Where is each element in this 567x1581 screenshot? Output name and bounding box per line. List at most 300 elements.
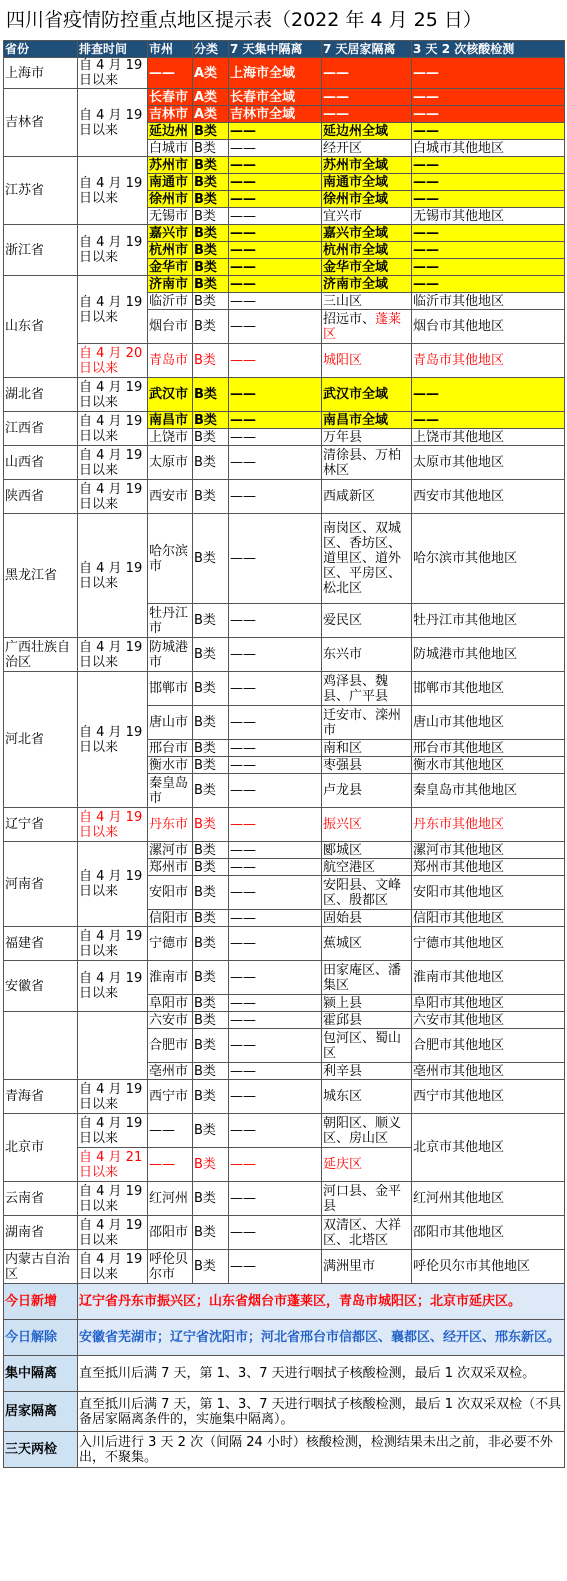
test-cell: 邢台市其他地区 [412,740,565,757]
central-quarantine-cell: —— [229,706,322,740]
time-cell: 自 4 月 19 日以来 [78,808,148,842]
city-cell: 宁德市 [148,927,193,961]
city-cell: 邯郸市 [148,672,193,706]
table-body [4,58,565,1284]
city-cell: 杭州市 [148,242,193,259]
test-cell: 烟台市其他地区 [412,310,565,344]
home-quarantine-cell: 城阳区 [322,344,412,378]
test-cell: 哈尔滨市其他地区 [412,514,565,604]
central-quarantine-cell: —— [229,242,322,259]
province-cell: 湖南省 [4,1216,78,1250]
home-quarantine-cell: 固始县 [322,910,412,927]
table-row [4,514,565,604]
city-cell: 郑州市 [148,859,193,876]
central-quarantine-cell: —— [229,276,322,293]
home-quarantine-cell: 延庆区 [322,1148,412,1182]
central-quarantine-cell: —— [229,1063,322,1080]
central-quarantine-cell: —— [229,859,322,876]
time-cell: 自 4 月 19 日以来 [78,1182,148,1216]
home-quarantine-cell: 蕉城区 [322,927,412,961]
region-table [3,40,565,1468]
test-cell: 牡丹江市其他地区 [412,604,565,638]
province-cell: 内蒙古自治区 [4,1250,78,1284]
city-cell: 西宁市 [148,1080,193,1114]
footer-row [4,1392,565,1432]
table-row [4,927,565,961]
class-cell: B类 [193,1080,229,1114]
central-quarantine-cell: —— [229,191,322,208]
home-quarantine-cell: 嘉兴市全域 [322,225,412,242]
central-quarantine-cell: —— [229,1250,322,1284]
province-cell: 云南省 [4,1182,78,1216]
test-cell: 淮南市其他地区 [412,961,565,995]
city-cell: 嘉兴市 [148,225,193,242]
footer-label: 今日解除 [4,1320,78,1356]
class-cell: A类 [193,89,229,106]
test-cell: 防城港市其他地区 [412,638,565,672]
province-cell: 江西省 [4,412,78,446]
time-cell: 自 4 月 19 日以来 [78,276,148,344]
header-test: 3 天 2 次核酸检测 [412,41,565,58]
time-cell: 自 4 月 19 日以来 [78,842,148,927]
page-title: 四川省疫情防控重点地区提示表（2022 年 4 月 25 日） [6,9,482,31]
table-row [4,344,565,378]
class-cell: B类 [193,514,229,604]
home-quarantine-cell: 济南市全域 [322,276,412,293]
test-cell: —— [412,276,565,293]
test-cell: —— [412,58,565,89]
test-cell: 丹东市其他地区 [412,808,565,842]
class-cell: B类 [193,757,229,774]
test-cell: 郑州市其他地区 [412,859,565,876]
test-cell: 合肥市其他地区 [412,1029,565,1063]
footer-row [4,1284,565,1320]
class-cell: B类 [193,740,229,757]
time-cell: 自 4 月 19 日以来 [78,225,148,276]
city-cell: 金华市 [148,259,193,276]
central-quarantine-cell: —— [229,259,322,276]
city-cell: 武汉市 [148,378,193,412]
footer-text: 直至抵川后满 7 天，第 1、3、7 天进行咽拭子核酸检测，最后 1 次双采双检。 [78,1356,565,1392]
city-cell: 西安市 [148,480,193,514]
province-cell: 辽宁省 [4,808,78,842]
city-cell: 南通市 [148,174,193,191]
test-cell: 邯郸市其他地区 [412,672,565,706]
class-cell: B类 [193,480,229,514]
central-quarantine-cell: —— [229,1080,322,1114]
home-quarantine-cell: 杭州市全域 [322,242,412,259]
time-cell: 自 4 月 19 日以来 [78,961,148,1012]
class-cell: B类 [193,1114,229,1148]
class-cell: B类 [193,808,229,842]
home-quarantine-cell: 包河区、蜀山区 [322,1029,412,1063]
test-cell: 白城市其他地区 [412,140,565,157]
class-cell: B类 [193,412,229,429]
test-cell: —— [412,412,565,429]
footer-label: 集中隔离 [4,1356,78,1392]
class-cell: B类 [193,276,229,293]
central-quarantine-cell: —— [229,480,322,514]
test-cell: 太原市其他地区 [412,446,565,480]
province-cell: 福建省 [4,927,78,961]
city-cell: 上饶市 [148,429,193,446]
test-cell: 北京市其他地区 [412,1114,565,1182]
city-cell: 太原市 [148,446,193,480]
city-cell: 唐山市 [148,706,193,740]
table-footer [4,1284,565,1468]
city-cell: 无锡市 [148,208,193,225]
test-cell: —— [412,259,565,276]
class-cell: B类 [193,1148,229,1182]
footer-text: 安徽省芜湖市；辽宁省沈阳市；河北省邢台市信都区、襄都区、经开区、邢东新区。 [78,1320,565,1356]
home-quarantine-cell: 南岗区、双城区、香坊区、道里区、道外区、平房区、松北区 [322,514,412,604]
table-row [4,1080,565,1114]
table-row [4,1182,565,1216]
province-cell: 湖北省 [4,378,78,412]
class-cell: B类 [193,259,229,276]
test-cell: 青岛市其他地区 [412,344,565,378]
time-cell: 自 4 月 19 日以来 [78,638,148,672]
city-cell: 信阳市 [148,910,193,927]
city-cell: 吉林市 [148,106,193,123]
class-cell: B类 [193,961,229,995]
class-cell: B类 [193,225,229,242]
city-cell: —— [148,1114,193,1148]
home-quarantine-cell: 三山区 [322,293,412,310]
central-quarantine-cell: —— [229,1182,322,1216]
central-quarantine-cell: —— [229,808,322,842]
header-class: 分类 [193,41,229,58]
province-cell: 河南省 [4,842,78,927]
class-cell: B类 [193,910,229,927]
test-cell: 无锡市其他地区 [412,208,565,225]
home-quarantine-cell: 东兴市 [322,638,412,672]
central-quarantine-cell: —— [229,672,322,706]
home-text-new: 蓬莱区 [323,311,402,342]
test-cell: —— [412,225,565,242]
test-cell: —— [412,378,565,412]
province-cell: 黑龙江省 [4,514,78,638]
table-row [4,480,565,514]
central-quarantine-cell: —— [229,1216,322,1250]
time-cell: 自 4 月 19 日以来 [78,672,148,808]
central-quarantine-cell: —— [229,429,322,446]
time-cell: 自 4 月 19 日以来 [78,1114,148,1148]
central-quarantine-cell: —— [229,344,322,378]
central-quarantine-cell: —— [229,174,322,191]
home-quarantine-cell: 河口县、金平县 [322,1182,412,1216]
class-cell: B类 [193,191,229,208]
table-row [4,1114,565,1148]
home-quarantine-cell: 城东区 [322,1080,412,1114]
class-cell: B类 [193,174,229,191]
city-cell: —— [148,1148,193,1182]
test-cell: 呼伦贝尔市其他地区 [412,1250,565,1284]
city-cell: 济南市 [148,276,193,293]
table-row [4,276,565,293]
table-row [4,378,565,412]
home-quarantine-cell: 利辛县 [322,1063,412,1080]
city-cell: 南昌市 [148,412,193,429]
home-quarantine-cell: 田家庵区、潘集区 [322,961,412,995]
city-cell: 牡丹江市 [148,604,193,638]
class-cell: B类 [193,774,229,808]
city-cell: 防城港市 [148,638,193,672]
class-cell: B类 [193,140,229,157]
city-cell: 哈尔滨市 [148,514,193,604]
class-cell: B类 [193,123,229,140]
central-quarantine-cell: —— [229,208,322,225]
home-quarantine-cell: 郾城区 [322,842,412,859]
test-cell: —— [412,123,565,140]
central-quarantine-cell: —— [229,995,322,1012]
city-cell: 临沂市 [148,293,193,310]
header-province: 省份 [4,41,78,58]
central-quarantine-cell: 上海市全域 [229,58,322,89]
class-cell: B类 [193,995,229,1012]
time-cell: 自 4 月 19 日以来 [78,58,148,89]
test-cell: —— [412,89,565,106]
city-cell: 红河州 [148,1182,193,1216]
city-cell: 邢台市 [148,740,193,757]
city-cell: 亳州市 [148,1063,193,1080]
central-quarantine-cell: —— [229,910,322,927]
class-cell: B类 [193,876,229,910]
province-cell: 安徽省 [4,961,78,1012]
home-quarantine-cell: 爱民区 [322,604,412,638]
time-cell: 自 4 月 19 日以来 [78,378,148,412]
central-quarantine-cell: 长春市全域 [229,89,322,106]
central-quarantine-cell: —— [229,1012,322,1029]
province-cell: 河北省 [4,672,78,808]
central-quarantine-cell: —— [229,876,322,910]
class-cell: B类 [193,1063,229,1080]
test-cell: 秦皇岛市其他地区 [412,774,565,808]
class-cell: B类 [193,604,229,638]
table-row [4,1012,565,1029]
central-quarantine-cell: —— [229,604,322,638]
class-cell: B类 [193,859,229,876]
footer-text: 辽宁省丹东市振兴区；山东省烟台市蓬莱区，青岛市城阳区；北京市延庆区。 [78,1284,565,1320]
home-quarantine-cell: 经开区 [322,140,412,157]
city-cell: 丹东市 [148,808,193,842]
table-row [4,1216,565,1250]
footer-row [4,1432,565,1468]
class-cell: B类 [193,310,229,344]
city-cell: 六安市 [148,1012,193,1029]
central-quarantine-cell: —— [229,123,322,140]
class-cell: B类 [193,1216,229,1250]
central-quarantine-cell: —— [229,740,322,757]
home-quarantine-cell: 枣强县 [322,757,412,774]
home-quarantine-cell: 霍邱县 [322,1012,412,1029]
city-cell: 衡水市 [148,757,193,774]
home-quarantine-cell: 延边州全域 [322,123,412,140]
central-quarantine-cell: —— [229,157,322,174]
class-cell: B类 [193,157,229,174]
province-cell: 浙江省 [4,225,78,276]
province-cell: 吉林省 [4,89,78,157]
header-city: 市州 [148,41,193,58]
time-cell: 自 4 月 19 日以来 [78,480,148,514]
time-cell: 自 4 月 19 日以来 [78,1216,148,1250]
province-cell: 广西壮族自治区 [4,638,78,672]
class-cell: B类 [193,208,229,225]
central-quarantine-cell: —— [229,638,322,672]
table-row [4,842,565,859]
class-cell: B类 [193,446,229,480]
home-quarantine-cell: 南昌市全域 [322,412,412,429]
province-cell: 青海省 [4,1080,78,1114]
test-cell: 上饶市其他地区 [412,429,565,446]
home-quarantine-cell: 双清区、大祥区、北塔区 [322,1216,412,1250]
table-row [4,1250,565,1284]
home-quarantine-cell: 迁安市、滦州市 [322,706,412,740]
table-row [4,58,565,89]
time-cell: 自 4 月 20 日以来 [78,344,148,378]
class-cell: B类 [193,706,229,740]
city-cell: 漯河市 [148,842,193,859]
class-cell: B类 [193,378,229,412]
city-cell: 邵阳市 [148,1216,193,1250]
time-cell: 自 4 月 19 日以来 [78,927,148,961]
class-cell: B类 [193,1182,229,1216]
footer-label: 今日新增 [4,1284,78,1320]
table-row [4,412,565,429]
class-cell: B类 [193,293,229,310]
time-cell: 自 4 月 21 日以来 [78,1148,148,1182]
home-quarantine-cell: —— [322,89,412,106]
test-cell: —— [412,106,565,123]
time-cell: 自 4 月 19 日以来 [78,1250,148,1284]
province-cell: 山西省 [4,446,78,480]
central-quarantine-cell: —— [229,412,322,429]
province-cell: 北京市 [4,1114,78,1182]
test-cell: 安阳市其他地区 [412,876,565,910]
central-quarantine-cell: —— [229,310,322,344]
central-quarantine-cell: —— [229,514,322,604]
header-time: 排查时间 [78,41,148,58]
home-text: 招远市、 [323,311,376,327]
class-cell: B类 [193,638,229,672]
city-cell: 秦皇岛市 [148,774,193,808]
home-quarantine-cell [322,310,412,344]
home-quarantine-cell: 卢龙县 [322,774,412,808]
city-cell: 安阳市 [148,876,193,910]
footer-label: 三天两检 [4,1432,78,1468]
table-row [4,225,565,242]
central-quarantine-cell: —— [229,757,322,774]
table-row [4,446,565,480]
central-quarantine-cell: —— [229,1029,322,1063]
test-cell: 信阳市其他地区 [412,910,565,927]
central-quarantine-cell: —— [229,1148,322,1182]
city-cell: 徐州市 [148,191,193,208]
test-cell: 临沂市其他地区 [412,293,565,310]
central-quarantine-cell: —— [229,774,322,808]
central-quarantine-cell: —— [229,378,322,412]
table-row [4,157,565,174]
class-cell: A类 [193,106,229,123]
home-quarantine-cell: 满洲里市 [322,1250,412,1284]
home-quarantine-cell: 鸡泽县、魏县、广平县 [322,672,412,706]
test-cell: 邵阳市其他地区 [412,1216,565,1250]
time-cell: 自 4 月 19 日以来 [78,89,148,157]
home-quarantine-cell: 西咸新区 [322,480,412,514]
central-quarantine-cell: —— [229,842,322,859]
central-quarantine-cell: —— [229,961,322,995]
test-cell: 唐山市其他地区 [412,706,565,740]
table-row [4,672,565,706]
city-cell: 延边州 [148,123,193,140]
central-quarantine-cell: —— [229,293,322,310]
footer-label: 居家隔离 [4,1392,78,1432]
home-quarantine-cell: —— [322,106,412,123]
province-cell [4,1012,78,1080]
time-cell: 自 4 月 19 日以来 [78,446,148,480]
class-cell: B类 [193,344,229,378]
city-cell: 合肥市 [148,1029,193,1063]
time-cell: 自 4 月 19 日以来 [78,514,148,638]
class-cell: B类 [193,429,229,446]
test-cell: 衡水市其他地区 [412,757,565,774]
home-quarantine-cell: 南通市全域 [322,174,412,191]
header-central-quarantine: 7 天集中隔离 [229,41,322,58]
test-cell: —— [412,157,565,174]
footer-text: 入川后进行 3 天 2 次（间隔 24 小时）核酸检测，检测结果未出之前，非必要不外出，不聚集。 [78,1432,565,1468]
class-cell: B类 [193,842,229,859]
test-cell: 亳州市其他地区 [412,1063,565,1080]
city-cell: 苏州市 [148,157,193,174]
central-quarantine-cell: —— [229,140,322,157]
time-cell [78,1012,148,1080]
test-cell: —— [412,191,565,208]
home-quarantine-cell: 万年县 [322,429,412,446]
home-quarantine-cell: 安阳县、文峰区、殷都区 [322,876,412,910]
city-cell: 淮南市 [148,961,193,995]
test-cell: 阜阳市其他地区 [412,995,565,1012]
city-cell: 呼伦贝尔市 [148,1250,193,1284]
home-quarantine-cell: —— [322,58,412,89]
class-cell: B类 [193,1029,229,1063]
central-quarantine-cell: —— [229,225,322,242]
test-cell: 宁德市其他地区 [412,927,565,961]
table-row [4,808,565,842]
table-row [4,638,565,672]
home-quarantine-cell: 徐州市全域 [322,191,412,208]
home-quarantine-cell: 宜兴市 [322,208,412,225]
footer-text: 直至抵川后满 7 天，第 1、3、7 天进行咽拭子核酸检测，最后 1 次双采双检（不具备居家隔离条件的，实施集中隔离）。 [78,1392,565,1432]
city-cell: 白城市 [148,140,193,157]
test-cell: 漯河市其他地区 [412,842,565,859]
central-quarantine-cell: 吉林市全域 [229,106,322,123]
home-quarantine-cell: 颍上县 [322,995,412,1012]
time-cell: 自 4 月 19 日以来 [78,1080,148,1114]
home-quarantine-cell: 苏州市全域 [322,157,412,174]
test-cell: 六安市其他地区 [412,1012,565,1029]
class-cell: A类 [193,58,229,89]
table-row [4,89,565,106]
home-quarantine-cell: 朝阳区、顺义区、房山区 [322,1114,412,1148]
footer-row [4,1320,565,1356]
city-cell: 长春市 [148,89,193,106]
home-quarantine-cell: 金华市全域 [322,259,412,276]
province-cell: 上海市 [4,58,78,89]
test-cell: 红河州其他地区 [412,1182,565,1216]
table-row [4,961,565,995]
test-cell: —— [412,174,565,191]
class-cell: B类 [193,1250,229,1284]
